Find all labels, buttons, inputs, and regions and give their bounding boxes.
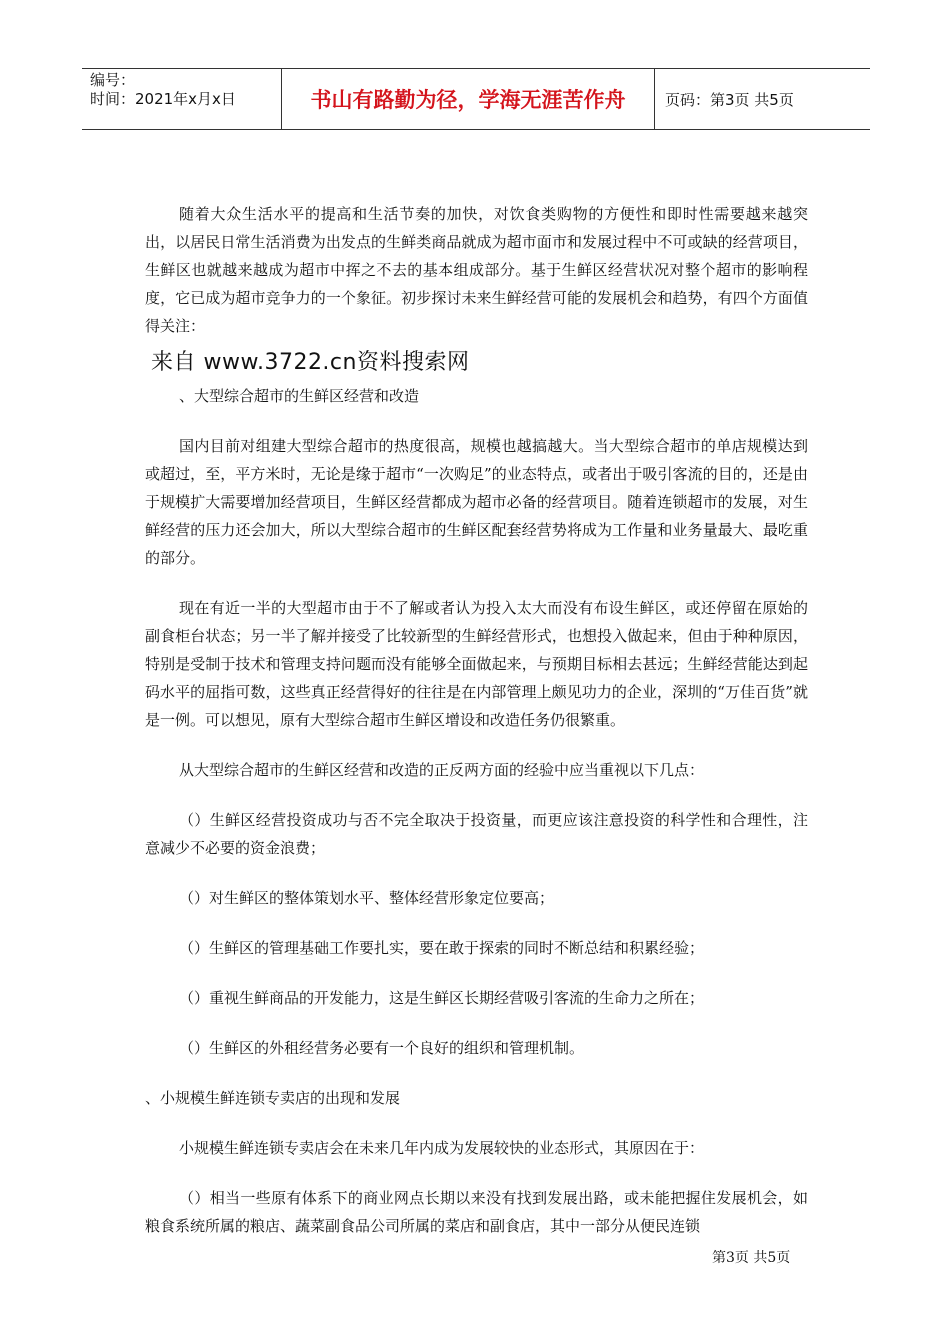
document-body [145,200,808,1240]
time-label: 时间：2021年x月x日 [90,90,236,108]
page-header [82,68,870,130]
number-label: 编号： [90,71,136,89]
source-watermark: 来自 www.3722.cn资料搜索网 [151,350,470,375]
paragraph: 现在有近一半的大型超市由于不了解或者认为投入太大而没有布设生鲜区，或还停留在原始的副食柜台状态；另一半了解并接受了比较新型的生鲜经营形式，也想投入做起来，但由于种种原因，特别是受制于技术和管理支持问题而没有能够全面做起来，与预期目标相去甚远；生鲜经营能达到起码水平的屈指可数，这些真正经营得好的往往是在内部管理上颇见功力的企业，深圳的“万佳百货”就是一例。可以想见，原有大型综合超市生鲜区增设和改造任务仍很繁重。 [145,599,808,729]
list-item: （）重视生鲜商品的开发能力，这是生鲜区长期经营吸引客流的生命力之所在； [179,989,705,1007]
list-item: （）生鲜区的管理基础工作要扎实，要在敢于探索的同时不断总结和积累经验； [179,939,705,957]
list-item: （）生鲜区经营投资成功与否不完全取决于投资量，而更应该注意投资的科学性和合理性，注意减少不必要的资金浪费； [145,811,808,857]
header-meta [82,69,282,129]
header-motto: 书山有路勤为径，学海无涯苦作舟 [282,69,655,129]
list-item: （）相当一些原有体系下的商业网点长期以来没有找到发展出路，或未能把握住发展机会，如粮食系统所属的粮店、蔬菜副食品公司所属的菜店和副食店，其中一部分从便民连锁 [145,1189,808,1235]
paragraph: 国内目前对组建大型综合超市的热度很高，规模也越搞越大。当大型综合超市的单店规模达到或超过，至，平方米时，无论是缘于超市“一次购足”的业态特点，或者出于吸引客流的目的，还是由于规模扩大需要增加经营项目，生鲜区经营都成为超市必备的经营项目。随着连锁超市的发展，对生鲜经营的压力还会加大，所以大型综合超市的生鲜区配套经营势将成为工作量和业务量最大、最吃重的部分。 [145,437,808,567]
page-footer: 第3页 共5页 [712,1250,791,1266]
list-item: （）对生鲜区的整体策划水平、整体经营形象定位要高； [179,889,555,907]
paragraph-intro: 随着大众生活水平的提高和生活节奏的加快，对饮食类购物的方便性和即时性需要越来越突出，以居民日常生活消费为出发点的生鲜类商品就成为超市面市和发展过程中不可或缺的经营项目，生鲜区也就越来越成为超市中挥之不去的基本组成部分。基于生鲜区经营状况对整个超市的影响程度，它已成为超市竞争力的一个象征。初步探讨未来生鲜经营可能的发展机会和趋势，有四个方面值得关注： [145,205,808,335]
section-heading: 、小规模生鲜连锁专卖店的出现和发展 [145,1089,401,1107]
paragraph: 从大型综合超市的生鲜区经营和改造的正反两方面的经验中应当重视以下几点： [179,761,705,779]
header-page-label: 页码：第3页 共5页 [665,90,794,109]
section-heading: 、大型综合超市的生鲜区经营和改造 [179,387,420,405]
paragraph: 小规模生鲜连锁专卖店会在未来几年内成为发展较快的业态形式，其原因在于： [179,1139,705,1157]
list-item: （）生鲜区的外租经营务必要有一个良好的组织和管理机制。 [179,1039,585,1057]
